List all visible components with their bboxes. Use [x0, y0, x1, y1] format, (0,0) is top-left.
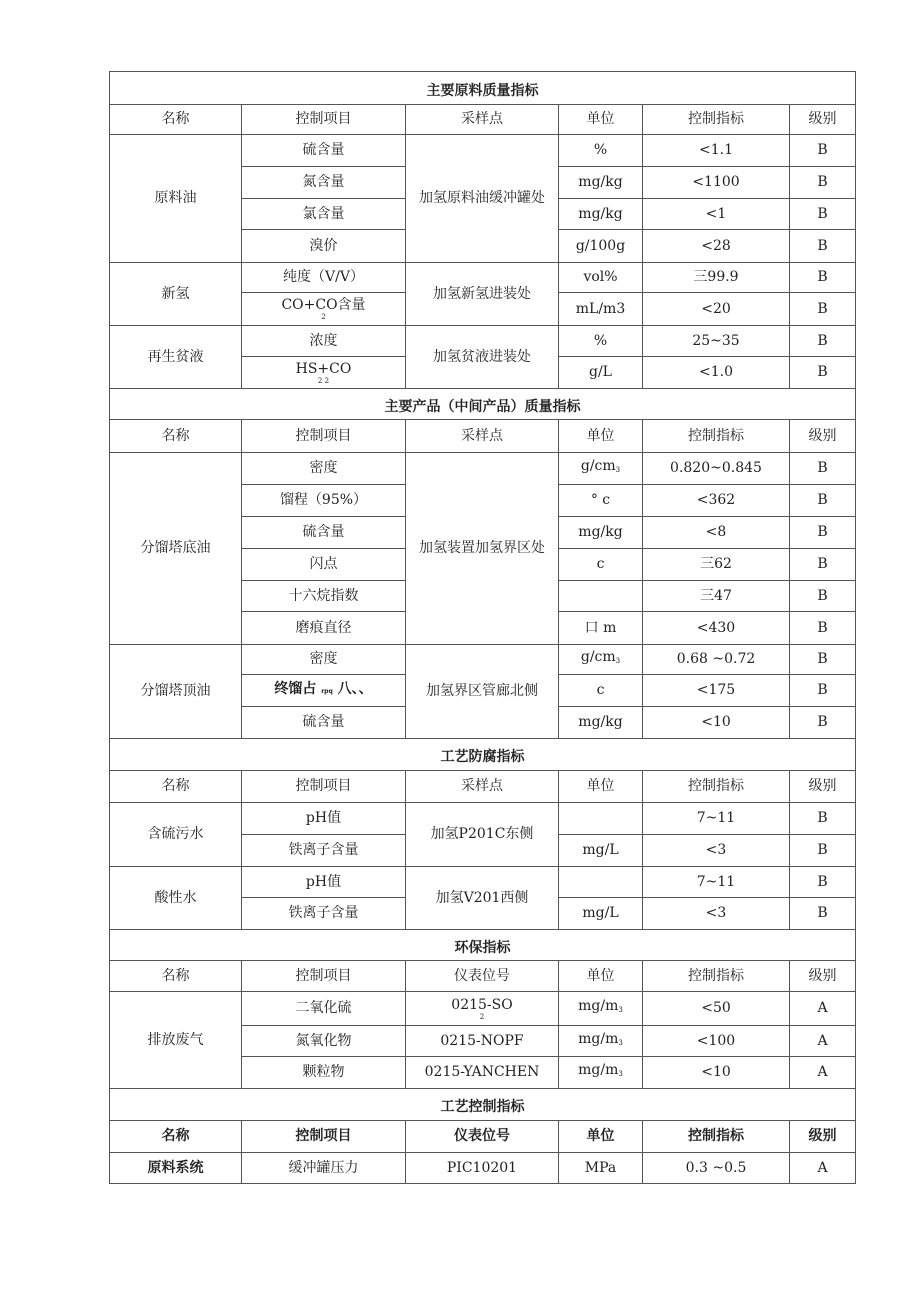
- column-header: 级别: [790, 771, 856, 803]
- instrument-tag: 0215-YANCHEN: [406, 1057, 559, 1089]
- column-header: 采样点: [406, 420, 559, 453]
- control-limit: 三62: [643, 549, 790, 581]
- tag-subscript: 2: [479, 1012, 485, 1021]
- control-item: pH值: [242, 803, 406, 835]
- tag-text: 0215-SO: [451, 996, 513, 1013]
- control-limit: 0.3 ~0.5: [643, 1153, 790, 1184]
- item-text: CO+CO含量: [281, 297, 366, 313]
- level: B: [790, 581, 856, 612]
- control-limit: <3: [643, 898, 790, 930]
- control-limit: <1100: [643, 167, 790, 199]
- unit: mg/kg: [559, 167, 643, 199]
- control-limit: 三47: [643, 581, 790, 612]
- unit: mg/kg: [559, 707, 643, 739]
- level: B: [790, 453, 856, 485]
- level: B: [790, 357, 856, 389]
- sample-point: 加氢原料油缓冲罐处: [406, 135, 559, 263]
- control-item: [242, 293, 406, 326]
- control-limit: <50: [643, 992, 790, 1026]
- level: B: [790, 867, 856, 898]
- control-limit: <1.0: [643, 357, 790, 389]
- item-subscript: 2: [321, 313, 326, 321]
- column-header: 控制指标: [643, 771, 790, 803]
- unit-text: g/cm: [580, 649, 616, 665]
- instrument-tag: PIC10201: [406, 1153, 559, 1184]
- group-name: 分馏塔顶油: [110, 645, 242, 739]
- sample-point: 加氢新氢进装处: [406, 263, 559, 326]
- unit: [559, 992, 643, 1026]
- control-item: 溴价: [242, 230, 406, 263]
- control-limit: 7~11: [643, 867, 790, 898]
- level: B: [790, 549, 856, 581]
- control-limit: <10: [643, 1057, 790, 1089]
- sample-point: 加氢界区管廊北侧: [406, 645, 559, 739]
- section-title: 环保指标: [110, 930, 856, 961]
- level: B: [790, 517, 856, 549]
- level: B: [790, 803, 856, 835]
- column-header: 控制项目: [242, 105, 406, 135]
- control-limit: 0.820~0.845: [643, 453, 790, 485]
- sample-point: 加氢P201C东侧: [406, 803, 559, 867]
- unit: mL/m3: [559, 293, 643, 326]
- control-limit: <100: [643, 1026, 790, 1057]
- level: B: [790, 898, 856, 930]
- column-header: 仪表位号: [406, 1121, 559, 1153]
- level: A: [790, 1057, 856, 1089]
- control-item: 铁离子含量: [242, 835, 406, 867]
- control-item: 纯度（V/V）: [242, 263, 406, 293]
- unit: mg/L: [559, 835, 643, 867]
- unit: ° c: [559, 485, 643, 517]
- column-header: 采样点: [406, 771, 559, 803]
- control-item: 闪点: [242, 549, 406, 581]
- unit-text: mg/m: [578, 1062, 619, 1078]
- unit-subscript: 3: [618, 1038, 623, 1047]
- unit: [559, 867, 643, 898]
- control-item: [242, 357, 406, 389]
- unit: [559, 581, 643, 612]
- control-limit: <362: [643, 485, 790, 517]
- unit-text: g/cm: [580, 458, 616, 474]
- column-header: 仪表位号: [406, 961, 559, 992]
- control-item: 氮氧化物: [242, 1026, 406, 1057]
- control-limit: <20: [643, 293, 790, 326]
- group-name: 酸性水: [110, 867, 242, 930]
- control-limit: <175: [643, 675, 790, 707]
- column-header: 控制指标: [643, 105, 790, 135]
- control-item: 氮含量: [242, 167, 406, 199]
- control-item: 硫含量: [242, 517, 406, 549]
- instrument-tag: [406, 992, 559, 1026]
- control-item: pH值: [242, 867, 406, 898]
- unit: c: [559, 675, 643, 707]
- control-limit: <1.1: [643, 135, 790, 167]
- control-limit: <28: [643, 230, 790, 263]
- level: B: [790, 675, 856, 707]
- column-header: 名称: [110, 105, 242, 135]
- column-header: 级别: [790, 105, 856, 135]
- column-header: 控制指标: [643, 420, 790, 453]
- sample-point: 加氢装置加氢界区处: [406, 453, 559, 645]
- section-title: 工艺控制指标: [110, 1089, 856, 1121]
- instrument-tag: 0215-NOPF: [406, 1026, 559, 1057]
- control-limit: 25~35: [643, 326, 790, 357]
- group-name: 再生贫液: [110, 326, 242, 389]
- item-text: 终馏占: [274, 681, 317, 697]
- group-name: 排放废气: [110, 992, 242, 1089]
- unit: mg/kg: [559, 517, 643, 549]
- control-item: 二氧化硫: [242, 992, 406, 1026]
- column-header: 控制指标: [643, 961, 790, 992]
- level: B: [790, 293, 856, 326]
- level: B: [790, 230, 856, 263]
- unit-subscript: 3: [615, 466, 621, 474]
- level: B: [790, 326, 856, 357]
- control-item: 密度: [242, 453, 406, 485]
- unit: g/100g: [559, 230, 643, 263]
- level: B: [790, 645, 856, 675]
- control-limit: 三99.9: [643, 263, 790, 293]
- control-item: 磨痕直径: [242, 612, 406, 645]
- control-limit: <3: [643, 835, 790, 867]
- column-header: 单位: [559, 1121, 643, 1153]
- control-limit: 0.68 ~0.72: [643, 645, 790, 675]
- unit-subscript: 3: [618, 1070, 623, 1078]
- level: A: [790, 1026, 856, 1057]
- item-tail: 八、、: [337, 681, 373, 697]
- column-header: 单位: [559, 420, 643, 453]
- control-item: 硫含量: [242, 135, 406, 167]
- column-header: 名称: [110, 1121, 242, 1153]
- column-header: 名称: [110, 771, 242, 803]
- control-item: 十六烷指数: [242, 581, 406, 612]
- unit: mg/kg: [559, 199, 643, 230]
- column-header: 单位: [559, 961, 643, 992]
- item-tiny: rpq: [321, 688, 333, 695]
- unit-text: mg/m: [578, 1030, 619, 1047]
- sample-point: 加氢V201西侧: [406, 867, 559, 930]
- column-header: 控制项目: [242, 1121, 406, 1153]
- group-name: 分馏塔底油: [110, 453, 242, 645]
- item-subscript: 2 2: [317, 376, 330, 385]
- quality-index-table: [109, 71, 856, 1184]
- section-title: 主要原料质量指标: [110, 72, 856, 105]
- column-header: 级别: [790, 420, 856, 453]
- level: B: [790, 612, 856, 645]
- column-header: 控制指标: [643, 1121, 790, 1153]
- level: B: [790, 485, 856, 517]
- group-name: 原料油: [110, 135, 242, 263]
- control-item: 硫含量: [242, 707, 406, 739]
- control-item: 浓度: [242, 326, 406, 357]
- unit: g/L: [559, 357, 643, 389]
- unit: %: [559, 326, 643, 357]
- unit: MPa: [559, 1153, 643, 1184]
- item-text: HS+CO: [295, 360, 352, 377]
- unit: [559, 1026, 643, 1057]
- column-header: 控制项目: [242, 771, 406, 803]
- control-item: 铁离子含量: [242, 898, 406, 930]
- section-title: 主要产品（中间产品）质量指标: [110, 389, 856, 420]
- level: B: [790, 167, 856, 199]
- unit: 口 m: [559, 612, 643, 645]
- unit: [559, 803, 643, 835]
- level: B: [790, 707, 856, 739]
- control-item: 颗粒物: [242, 1057, 406, 1089]
- control-limit: <1: [643, 199, 790, 230]
- unit: vol%: [559, 263, 643, 293]
- unit: [559, 1057, 643, 1089]
- column-header: 控制项目: [242, 420, 406, 453]
- column-header: 名称: [110, 420, 242, 453]
- control-item: 馏程（95%）: [242, 485, 406, 517]
- level: A: [790, 1153, 856, 1184]
- unit: mg/L: [559, 898, 643, 930]
- level: B: [790, 135, 856, 167]
- control-limit: 7~11: [643, 803, 790, 835]
- control-limit: <430: [643, 612, 790, 645]
- level: A: [790, 992, 856, 1026]
- group-name: 含硫污水: [110, 803, 242, 867]
- column-header: 级别: [790, 1121, 856, 1153]
- unit: %: [559, 135, 643, 167]
- control-limit: <10: [643, 707, 790, 739]
- unit-subscript: 3: [618, 1006, 623, 1014]
- column-header: 名称: [110, 961, 242, 992]
- unit: [559, 453, 643, 485]
- column-header: 单位: [559, 105, 643, 135]
- control-item: [242, 675, 406, 707]
- unit-text: mg/m: [578, 998, 619, 1014]
- unit: c: [559, 549, 643, 581]
- control-item: 缓冲罐压力: [242, 1153, 406, 1184]
- column-header: 单位: [559, 771, 643, 803]
- sample-point: 加氢贫液进装处: [406, 326, 559, 389]
- group-name: 新氢: [110, 263, 242, 326]
- control-item: 密度: [242, 645, 406, 675]
- unit-subscript: 3: [615, 657, 621, 665]
- level: B: [790, 263, 856, 293]
- control-item: 氯含量: [242, 199, 406, 230]
- column-header: 级别: [790, 961, 856, 992]
- level: B: [790, 835, 856, 867]
- column-header: 控制项目: [242, 961, 406, 992]
- control-limit: <8: [643, 517, 790, 549]
- column-header: 采样点: [406, 105, 559, 135]
- unit: [559, 645, 643, 675]
- section-title: 工艺防腐指标: [110, 739, 856, 771]
- level: B: [790, 199, 856, 230]
- group-name: 原料系统: [110, 1153, 242, 1184]
